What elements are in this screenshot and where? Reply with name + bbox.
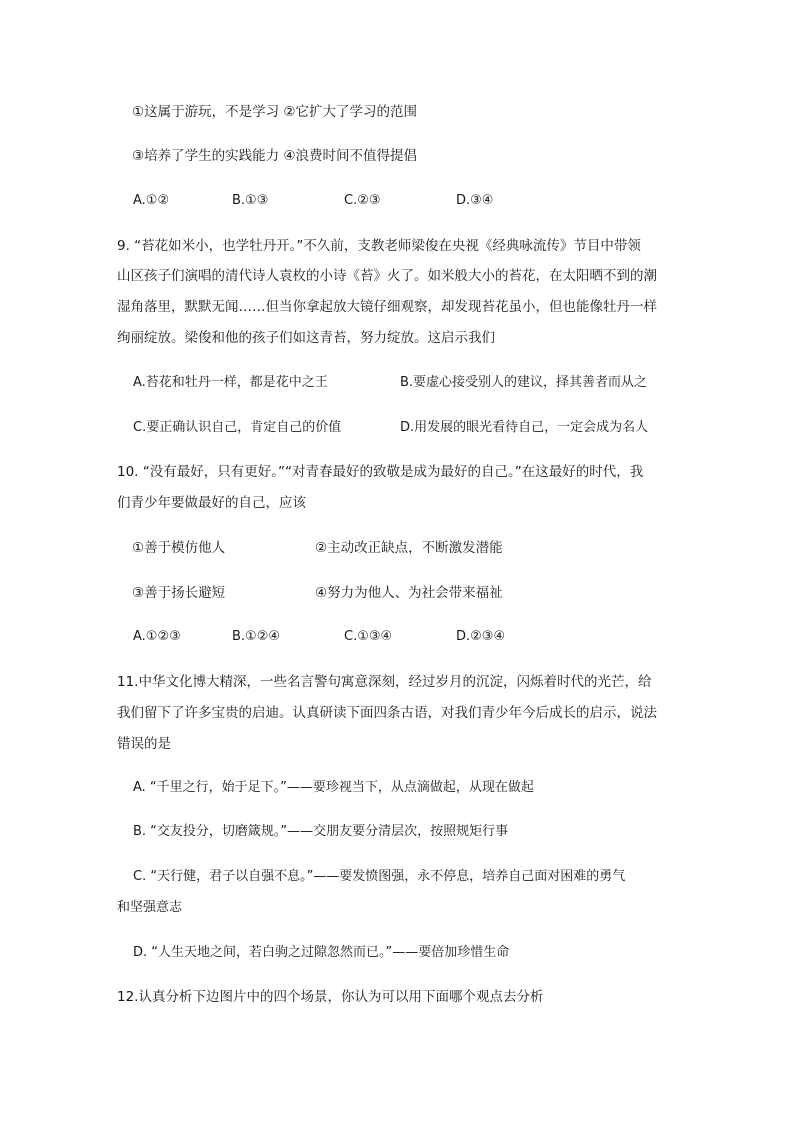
q10-option-b: B.①②④ [232, 629, 281, 644]
q8-statement-2: ③培养了学生的实践能力 ④浪费时间不值得提倡 [132, 148, 417, 164]
q9-option-a: A.苔花和牡丹一样，都是花中之王 [133, 375, 328, 390]
q10-stem-line-1: 10. “没有最好，只有更好。”“对青春最好的致敬是成为最好的自己。”在这最好的时代，我 [117, 464, 644, 480]
q11-option-c-line-1: C. “天行健，君子以自强不息。”——要发愤图强，永不停息，培养自己面对困难的勇气 [133, 869, 626, 884]
q12-stem: 12.认真分析下边图片中的四个场景，你认为可以用下面哪个观点去分析 [117, 989, 544, 1005]
q10-statement-1: ①善于模仿他人 [132, 540, 226, 556]
q9-stem-line-1: 9. “苔花如米小，也学牡丹开。”不久前，支教老师梁俊在央视《经典咏流传》节目中带领 [117, 238, 641, 254]
q11-option-a: A. “千里之行，始于足下。”——要珍视当下，从点滴做起，从现在做起 [133, 780, 534, 795]
q10-statement-3: ③善于扬长避短 [132, 585, 226, 601]
q8-statement-1: ①这属于游玩，不是学习 ②它扩大了学习的范围 [132, 104, 417, 120]
q9-option-d: D.用发展的眼光看待自己，一定会成为名人 [400, 420, 649, 435]
q8-option-a: A.①② [133, 193, 170, 208]
q9-option-b: B.要虚心接受别人的建议，择其善者而从之 [400, 375, 648, 390]
q11-stem-line-2: 我们留下了许多宝贵的启迪。认真研读下面四条古语，对我们青少年今后成长的启示，说法 [117, 705, 657, 721]
q11-option-d: D. “人生天地之间，若白驹之过隙忽然而已。”——要倍加珍惜生命 [133, 945, 510, 960]
q10-option-c: C.①③④ [344, 629, 393, 644]
q11-stem-line-3: 错误的是 [117, 736, 171, 752]
q11-option-c-line-2: 和坚强意志 [117, 900, 183, 915]
q9-stem-line-4: 绚丽绽放。梁俊和他的孩子们如这青苔，努力绽放。这启示我们 [117, 330, 495, 346]
q9-stem-line-3: 湿角落里，默默无闻……但当你拿起放大镜仔细观察，却发现苔花虽小，但也能像牡丹一样 [117, 299, 657, 315]
q10-statement-2: ②主动改正缺点，不断激发潜能 [315, 540, 503, 556]
q10-option-d: D.②③④ [456, 629, 506, 644]
q8-option-d: D.③④ [456, 193, 494, 208]
q10-stem-line-2: 们青少年要做最好的自己，应该 [117, 495, 306, 511]
q9-option-c: C.要正确认识自己，肯定自己的价值 [133, 420, 342, 435]
q11-option-b: B. “交友投分，切磨箴规。”——交朋友要分清层次，按照规矩行事 [133, 824, 509, 839]
q10-option-a: A.①②③ [133, 629, 181, 644]
q8-option-c: C.②③ [344, 193, 381, 208]
q11-stem-line-1: 11.中华文化博大精深，一些名言警句寓意深刻，经过岁月的沉淀，闪烁着时代的光芒，给 [117, 674, 652, 690]
q8-option-b: B.①③ [232, 193, 269, 208]
q9-stem-line-2: 山区孩子们演唱的清代诗人袁枚的小诗《苔》火了。如米般大小的苔花，在太阳晒不到的潮 [117, 268, 657, 284]
q10-statement-4: ④努力为他人、为社会带来福祉 [315, 585, 503, 601]
